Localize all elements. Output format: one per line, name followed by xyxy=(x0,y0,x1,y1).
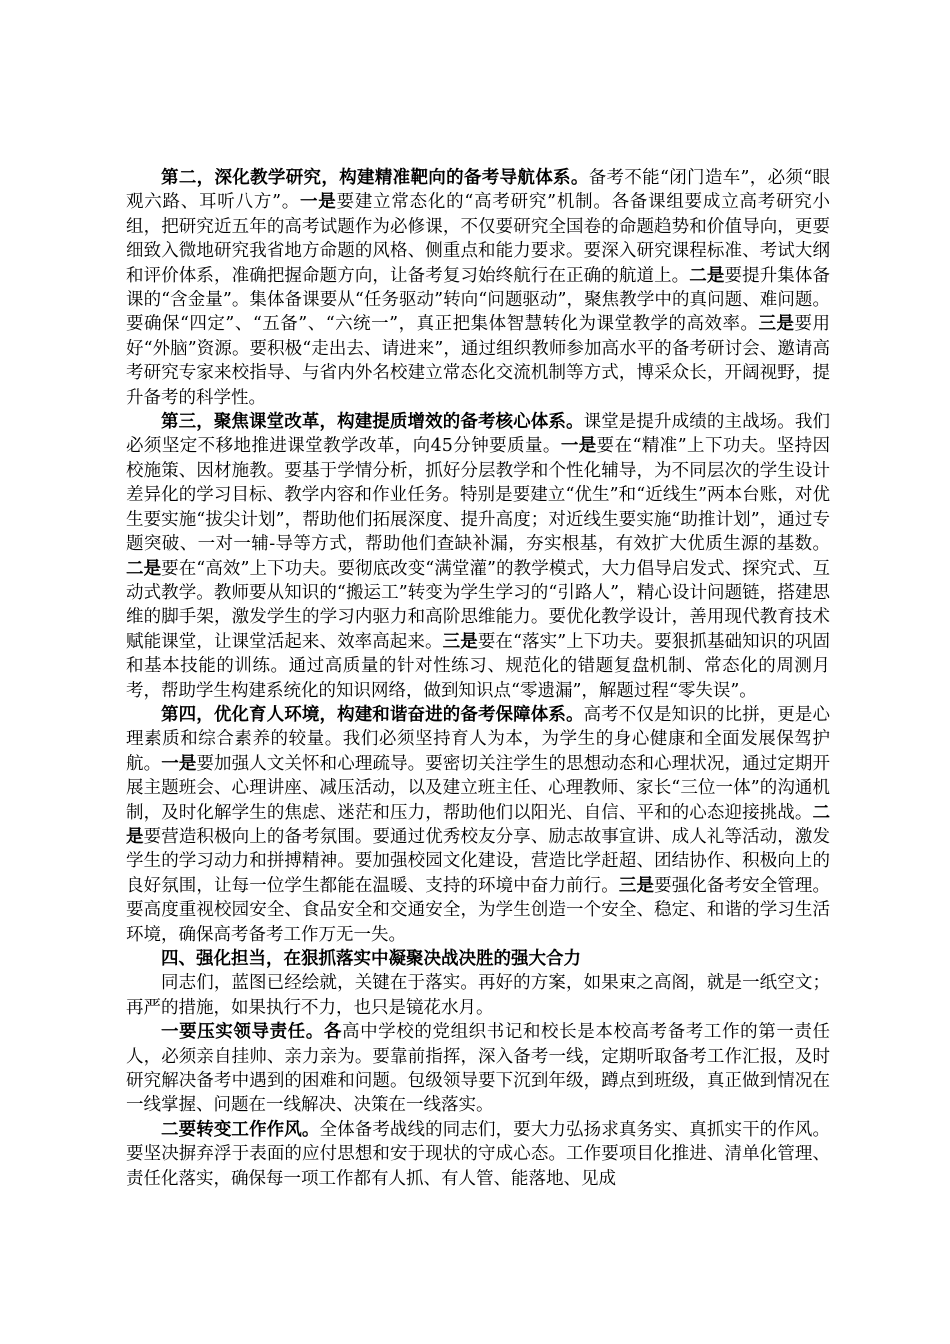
point-marker: 一是 xyxy=(300,192,337,213)
paragraph-requirement-1 xyxy=(126,1020,830,1118)
body-text: 要建立常态化的“高考研究”机制。各备课组要成立高考研究小组，把研究近五年的高考试题作为必修课，不仅要研究全国卷的命题趋势和价值导向，更要细致入微地研究我省地方命题的风格、侧重点和能力要求。要深入研究课程标准、考试大纲和评价体系，准确把握命题方向，让备考复习始终航行在正确的航道上。 xyxy=(126,192,830,286)
body-text: 高中学校的党组织书记和校长是本校高考备考工作的第一责任人，必须亲自挂帅、亲力亲为。要靠前指挥，深入备考一线，定期听取备考工作汇报，及时研究解决备考中遇到的困难和问题。包级领导要下沉到年级，蹲点到班级，真正做到情况在一线掌握、问题在一线解决、决策在一线落实。 xyxy=(126,1022,831,1116)
body-text: 课堂是提升成绩的主战场。我们必须坚定不移地推进课堂教学改革，向45分钟要质量。 xyxy=(126,412,830,457)
chapter-heading: 四、强化担当，在狠抓落实中凝聚决战决胜的强大合力 xyxy=(161,949,581,969)
requirement-heading: 二要转变工作作风。 xyxy=(161,1119,320,1140)
body-text: 要用好“外脑”资源。要积极“走出去、请进来”，通过组织教师参加高水平的备考研讨会、邀请高考研究专家来校指导、与省内外名校建立常态化交流机制等方式，博采众长，开阔视野，提升备考的科学性。 xyxy=(126,314,831,408)
requirement-heading: 一要压实领导责任。各 xyxy=(161,1022,342,1043)
point-marker: 三是 xyxy=(618,875,655,896)
point-marker: 三是 xyxy=(758,314,795,335)
body-text: 要强化备考安全管理。要高度重视校园安全、食品安全和交通安全，为学生创造一个安全、稳定、和谐的学习生活环境，确保高考备考工作万无一失。 xyxy=(126,875,831,945)
point-marker: 二是 xyxy=(126,558,162,579)
section-heading: 第三，聚焦课堂改革，构建提质增效的备考核心体系。 xyxy=(161,412,584,433)
body-text: 要在“落实”上下功夫。要狠抓基础知识的巩固和基本技能的训练。通过高质量的针对性练习、规范化的错题复盘机制、常态化的周测月考，帮助学生构建系统化的知识网络，做到知识点“零遗漏”，解题过程“零失误”。 xyxy=(126,631,831,701)
paragraph-requirement-2 xyxy=(126,1118,830,1191)
body-text: 要提升集体备课的“含金量”。集体备课要从“任务驱动”转向“问题驱动”，聚焦教学中的真问题、难问题。要确保“四定”、“五备”、“六统一”，真正把集体智慧转化为课堂教学的高效率。 xyxy=(126,265,831,335)
point-marker: 二是 xyxy=(689,265,725,286)
paragraph-section-2 xyxy=(126,166,830,410)
body-text: 要加强人文关怀和心理疏导。要密切关注学生的思想动态和心理状况，通过定期开展主题班会、心理讲座、减压活动，以及建立班主任、心理教师、家长“三位一体”的沟通机制，及时化解学生的焦虑、迷茫和压力，帮助他们以阳光、自信、平和的心态迎接挑战。 xyxy=(126,753,831,823)
paragraph-section-4 xyxy=(126,703,830,947)
paragraph-intro xyxy=(126,971,830,1020)
section-heading: 第二，深化教学研究，构建精准靶向的备考导航体系。 xyxy=(161,168,589,188)
section-heading: 第四，优化育人环境，构建和谐奋进的备考保障体系。 xyxy=(161,704,584,725)
paragraph-section-3 xyxy=(126,410,830,703)
point-marker: 一是 xyxy=(560,436,597,457)
body-text: 要营造积极向上的备考氛围。要通过优秀校友分享、励志故事宣讲、成人礼等活动，激发学生的学习动力和拼搏精神。要加强校园文化建设，营造比学赶超、团结协作、积极向上的良好氛围，让每一位学生都能在温暖、支持的环境中奋力前行。 xyxy=(126,826,831,896)
body-text: 同志们，蓝图已经绘就，关键在于落实。再好的方案，如果束之高阁，就是一纸空文；再严的措施，如果执行不力，也只是镜花水月。 xyxy=(126,973,830,1018)
body-text: 全体备考战线的同志们，要大力弘扬求真务实、真抓实干的作风。要坚决摒弃浮于表面的应付思想和安于现状的守成心态。工作要项目化推进、清单化管理、责任化落实，确保每一项工作都有人抓、有人管、能落地、见成 xyxy=(126,1119,831,1189)
body-text: 要在“高效”上下功夫。要彻底改变“满堂灌”的教学模式，大力倡导启发式、探究式、互动式教学。教师要从知识的“搬运工”转变为学生学习的“引路人”，精心设计问题链，搭建思维的脚手架，激发学生的学习内驱力和高阶思维能力。要优化教学设计，善用现代教育技术赋能课堂，让课堂活起来、效率高起来。 xyxy=(126,558,830,652)
body-text: 要在“精准”上下功夫。坚持因校施策、因材施教。要基于学情分析，抓好分层教学和个性化辅导，为不同层次的学生设计差异化的学习目标、教学内容和作业任务。特别是要建立“优生”和“近线生”两本台账，对优生要实施“拔尖计划”，帮助他们拓展深度、提升高度；对近线生要实施“助推计划”，通过专题突破、一对一辅-导等方式，帮助他们查缺补漏，夯实根基，有效扩大优质生源的基数。 xyxy=(126,436,830,555)
body-text: 备考不能“闭门造车”，必须“眼观六路、耳听八方”。 xyxy=(126,168,831,213)
point-marker: 二是 xyxy=(126,802,830,847)
point-marker: 一是 xyxy=(161,753,197,774)
point-marker: 三是 xyxy=(442,631,478,652)
body-text: 高考不仅是知识的比拼，更是心理素质和综合素养的较量。我们必须坚持育人为本，为学生的身心健康和全面发展保驾护航。 xyxy=(126,704,830,774)
